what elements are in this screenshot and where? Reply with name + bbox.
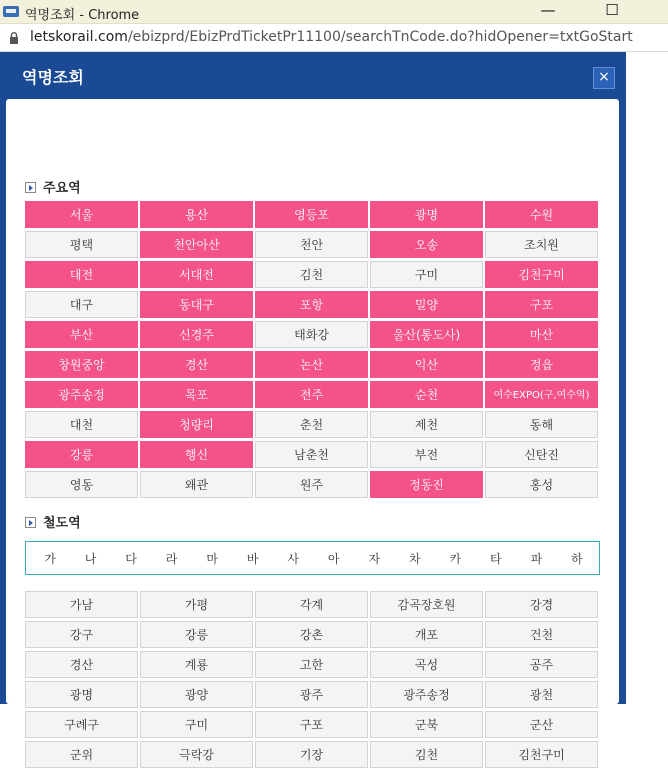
major-station-button[interactable]: 천안	[255, 231, 368, 258]
rail-station-button[interactable]: 광주송정	[370, 681, 483, 708]
rail-station-button[interactable]: 가평	[140, 591, 253, 618]
major-station-button[interactable]: 동해	[485, 411, 598, 438]
consonant-filter-bar	[25, 541, 600, 575]
major-station-button[interactable]: 정동진	[370, 471, 483, 498]
modal-body	[6, 99, 619, 762]
major-station-button[interactable]: 익산	[370, 351, 483, 378]
major-station-button[interactable]: 청량리	[140, 411, 253, 438]
major-station-button[interactable]: 영등포	[255, 201, 368, 228]
consonant-filter-link[interactable]: 바	[246, 551, 259, 566]
major-stations-heading	[25, 177, 81, 195]
rail-station-button[interactable]: 계룡	[140, 651, 253, 678]
rail-station-button[interactable]: 건천	[485, 621, 598, 648]
rail-station-button[interactable]: 군산	[485, 711, 598, 738]
consonant-filter-link[interactable]: 사	[287, 551, 299, 566]
rail-station-button[interactable]: 광주	[255, 681, 368, 708]
rail-station-button[interactable]: 곡성	[370, 651, 483, 678]
major-station-button[interactable]: 태화강	[255, 321, 368, 348]
rail-station-button[interactable]: 감곡장호원	[370, 591, 483, 618]
major-station-button[interactable]: 평택	[25, 231, 138, 258]
major-station-button[interactable]: 창원중앙	[25, 351, 138, 378]
major-station-button[interactable]: 홍성	[485, 471, 598, 498]
rail-station-button[interactable]: 군위	[25, 741, 138, 768]
lock-icon	[9, 32, 19, 44]
rail-station-button[interactable]: 강구	[25, 621, 138, 648]
window-title: 역명조회 - Chrome	[25, 8, 140, 23]
major-station-button[interactable]: 목포	[140, 381, 253, 408]
window-titlebar	[0, 0, 668, 24]
major-station-button[interactable]: 울산(통도사)	[370, 321, 483, 348]
rail-station-button[interactable]: 기장	[255, 741, 368, 768]
rail-station-button[interactable]: 광명	[25, 681, 138, 708]
korail-app-icon	[3, 6, 19, 17]
rail-stations-grid	[25, 591, 598, 768]
major-station-button[interactable]: 광주송정	[25, 381, 138, 408]
major-station-button[interactable]: 정읍	[485, 351, 598, 378]
rail-stations-heading	[25, 512, 81, 530]
major-station-button[interactable]: 원주	[255, 471, 368, 498]
major-station-button[interactable]: 천안아산	[140, 231, 253, 258]
consonant-filter-link[interactable]: 차	[408, 551, 421, 566]
major-station-button[interactable]: 김천	[255, 261, 368, 288]
major-station-button[interactable]: 마산	[485, 321, 598, 348]
major-station-button[interactable]: 오송	[370, 231, 483, 258]
major-station-button[interactable]: 남춘천	[255, 441, 368, 468]
rail-station-button[interactable]: 개포	[370, 621, 483, 648]
page-scrollbar[interactable]	[626, 52, 668, 704]
major-station-button[interactable]: 강릉	[25, 441, 138, 468]
major-station-button[interactable]: 김천구미	[485, 261, 598, 288]
url-text[interactable]	[30, 29, 633, 45]
consonant-filter-link[interactable]: 파	[530, 551, 543, 566]
rail-station-button[interactable]: 경산	[25, 651, 138, 678]
major-station-button[interactable]: 구미	[370, 261, 483, 288]
rail-station-button[interactable]: 공주	[485, 651, 598, 678]
rail-station-button[interactable]: 구포	[255, 711, 368, 738]
rail-station-button[interactable]: 강촌	[255, 621, 368, 648]
major-stations-grid	[25, 201, 598, 498]
major-station-button[interactable]: 부전	[370, 441, 483, 468]
major-station-button[interactable]: 동대구	[140, 291, 253, 318]
rail-station-button[interactable]: 김천	[370, 741, 483, 768]
major-station-button[interactable]: 구포	[485, 291, 598, 318]
rail-station-button[interactable]: 김천구미	[485, 741, 598, 768]
rail-station-button[interactable]: 극락강	[140, 741, 253, 768]
consonant-filter-link[interactable]: 자	[368, 551, 381, 566]
rail-station-button[interactable]: 가남	[25, 591, 138, 618]
major-station-button[interactable]: 신탄진	[485, 441, 598, 468]
rail-station-button[interactable]: 구례구	[25, 711, 138, 738]
rail-station-button[interactable]: 강경	[485, 591, 598, 618]
consonant-filter-link[interactable]: 가	[44, 551, 56, 566]
minimize-button[interactable]: —	[540, 1, 556, 19]
major-station-button[interactable]: 부산	[25, 321, 138, 348]
major-station-button[interactable]: 신경주	[140, 321, 253, 348]
major-station-button[interactable]: 여수EXPO(구,여수역)	[485, 381, 598, 408]
rail-station-button[interactable]: 고한	[255, 651, 368, 678]
consonant-filter-link[interactable]: 아	[327, 551, 340, 566]
major-station-button[interactable]: 행신	[140, 441, 253, 468]
major-station-button[interactable]: 대전	[25, 261, 138, 288]
rail-station-button[interactable]: 군북	[370, 711, 483, 738]
consonant-filter-link[interactable]: 하	[571, 551, 583, 566]
rail-station-button[interactable]: 광양	[140, 681, 253, 708]
major-station-button[interactable]: 광명	[370, 201, 483, 228]
maximize-button[interactable]: ☐	[605, 1, 619, 19]
address-bar[interactable]	[0, 24, 668, 52]
major-station-button[interactable]: 영동	[25, 471, 138, 498]
major-station-button[interactable]: 수원	[485, 201, 598, 228]
major-station-button[interactable]: 대천	[25, 411, 138, 438]
major-station-button[interactable]: 용산	[140, 201, 253, 228]
major-station-button[interactable]: 춘천	[255, 411, 368, 438]
modal-title: 역명조회	[22, 68, 84, 87]
station-search-modal	[0, 52, 626, 762]
major-heading-label: 주요역	[43, 181, 81, 196]
consonant-filter-link[interactable]: 타	[490, 551, 502, 566]
major-station-button[interactable]: 서대전	[140, 261, 253, 288]
major-station-button[interactable]: 전주	[255, 381, 368, 408]
consonant-filter-link[interactable]: 라	[165, 551, 178, 566]
url-host: letskorail.com	[30, 29, 128, 45]
rail-station-button[interactable]: 광천	[485, 681, 598, 708]
rail-heading-label: 철도역	[43, 516, 81, 531]
rail-station-button[interactable]: 강릉	[140, 621, 253, 648]
url-path: /ebizprd/EbizPrdTicketPr11100/searchTnCode.do?hidOpener=txtGoStart	[127, 29, 633, 45]
major-station-button[interactable]: 조치원	[485, 231, 598, 258]
major-station-button[interactable]: 왜관	[140, 471, 253, 498]
major-station-button[interactable]: 논산	[255, 351, 368, 378]
major-station-button[interactable]: 제천	[370, 411, 483, 438]
bullet-arrow-icon	[25, 182, 36, 193]
major-station-button[interactable]: 포항	[255, 291, 368, 318]
rail-station-button[interactable]: 구미	[140, 711, 253, 738]
major-station-button[interactable]: 대구	[25, 291, 138, 318]
consonant-filter-link[interactable]: 카	[449, 551, 462, 566]
consonant-filter-link[interactable]: 마	[206, 551, 218, 566]
major-station-button[interactable]: 서울	[25, 201, 138, 228]
consonant-filter-link[interactable]: 다	[125, 551, 137, 566]
major-station-button[interactable]: 밀양	[370, 291, 483, 318]
bullet-arrow-icon	[25, 517, 36, 528]
rail-station-button[interactable]: 각계	[255, 591, 368, 618]
consonant-filter-link[interactable]: 나	[84, 551, 97, 566]
major-station-button[interactable]: 순천	[370, 381, 483, 408]
major-station-button[interactable]: 경산	[140, 351, 253, 378]
close-button[interactable]: ×	[593, 67, 615, 89]
